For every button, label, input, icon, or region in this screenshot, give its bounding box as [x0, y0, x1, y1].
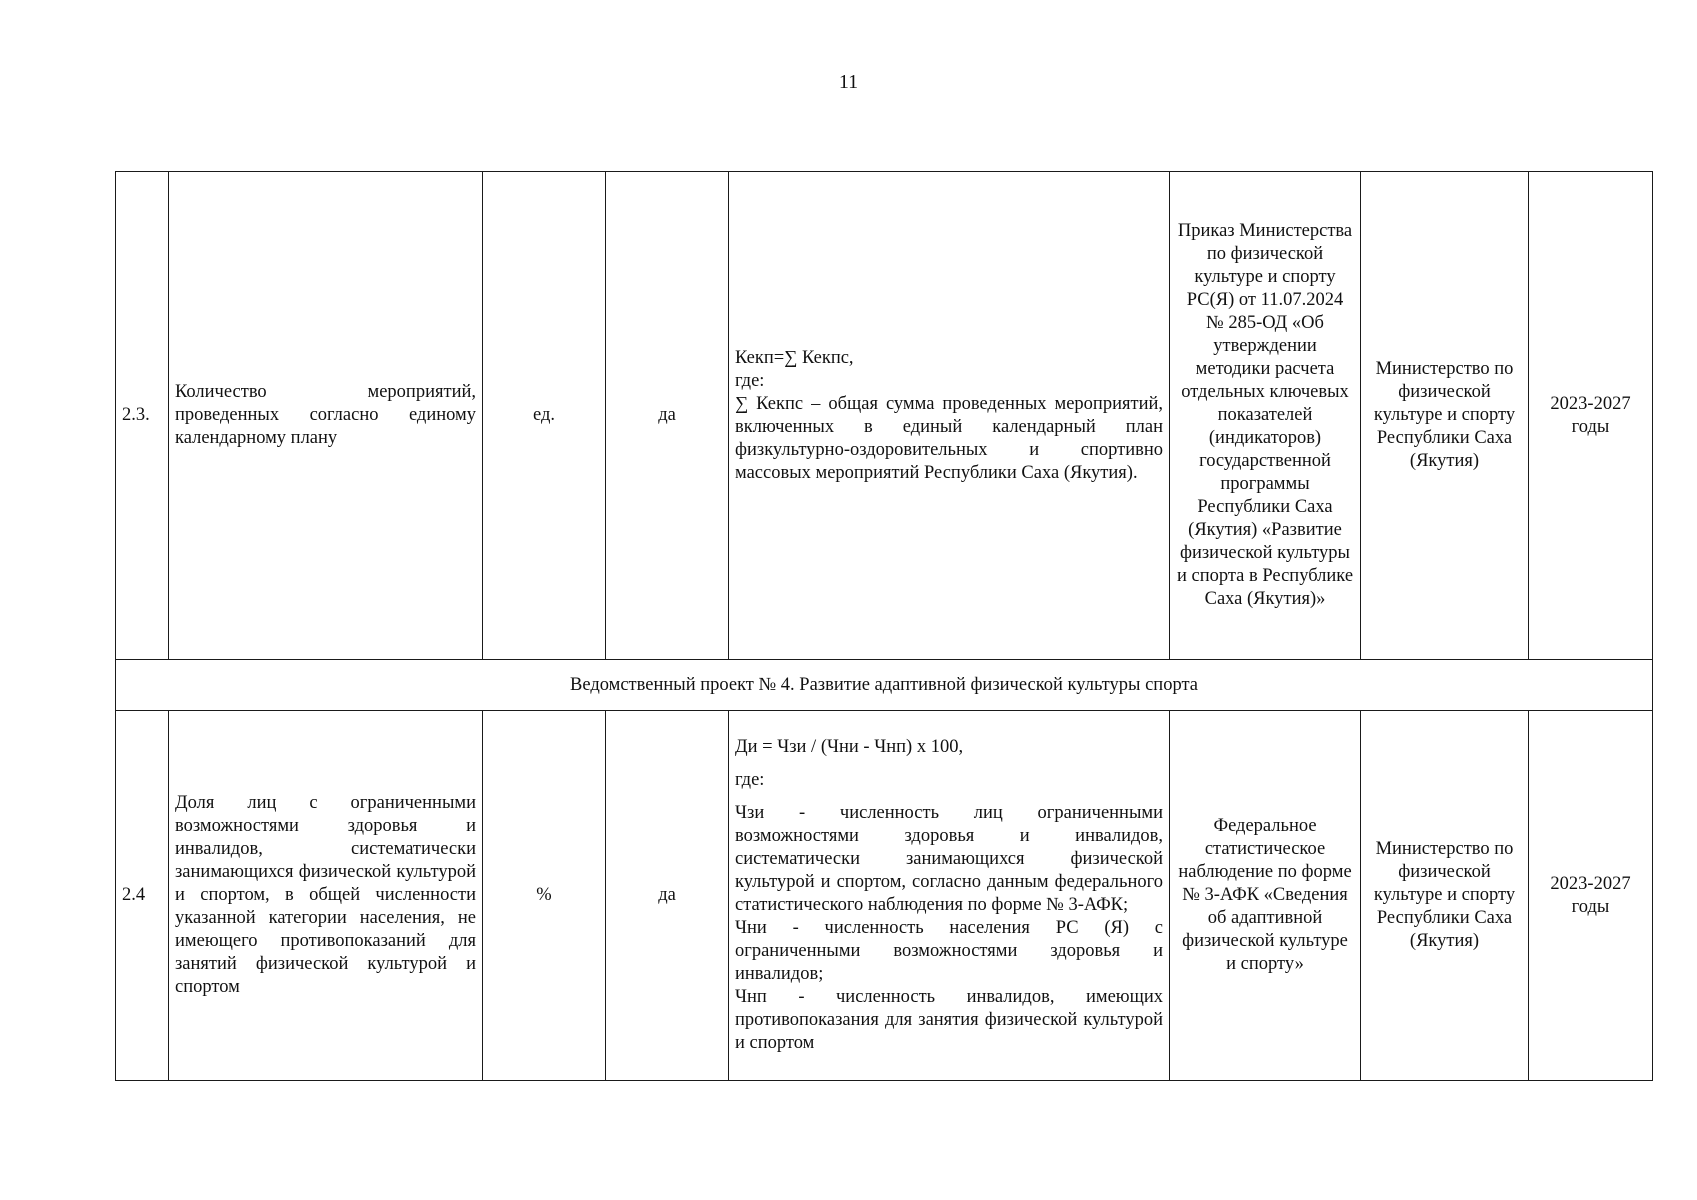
source-document: Приказ Министерства по физической культуре и спорту РС(Я) от 11.07.2024 № 285-ОД «Об утверждении методики расчета отдельных ключевых показателей (индикаторов) государственной программы Республики Саха (Якутия) «Развитие физической культуры и спорта в Республике Саха (Якутия)» — [1170, 172, 1361, 660]
period-cell: 2023-2027 годы — [1529, 172, 1653, 660]
table-row — [116, 711, 1653, 1081]
unit-cell: % — [483, 711, 606, 1081]
row-number: 2.3. — [116, 172, 169, 660]
table-row — [116, 172, 1653, 660]
flag-cell: да — [606, 172, 729, 660]
formula-main: Ди = Чзи / (Чни - Чнп) х 100, — [735, 737, 964, 757]
section-row — [116, 660, 1653, 711]
formula-cell — [729, 172, 1170, 660]
responsible-body: Министерство по физической культуре и спорту Республики Саха (Якутия) — [1361, 711, 1529, 1081]
formula-main: Кекп=∑ Кекпс, — [735, 347, 854, 368]
formula-description: Чнп - численность инвалидов, имеющих противопоказания для занятия физической культурой и спортом — [735, 987, 1163, 1053]
formula-description: ∑ Кекпс – общая сумма проведенных мероприятий, включенных в единый календарный план физкультурно-оздоровительных и спортивно массовых мероприятий Республики Саха (Якутия). — [735, 393, 1163, 483]
source-document: Федеральное статистическое наблюдение по форме № 3-АФК «Сведения об адаптивной физической культуре и спорту» — [1170, 711, 1361, 1081]
formula-description: Чзи - численность лиц ограниченными возможностями здоровья и инвалидов, систематически занимающихся физической культурой и спортом, согласно данным федерального статистического наблюдения по форме № 3-АФК; — [735, 803, 1163, 915]
unit-cell: ед. — [483, 172, 606, 660]
row-number: 2.4 — [116, 711, 169, 1081]
section-title: Ведомственный проект № 4. Развитие адаптивной физической культуры спорта — [116, 660, 1653, 711]
period-cell: 2023-2027 годы — [1529, 711, 1653, 1081]
page-number: 11 — [838, 71, 859, 93]
formula-where: где: — [735, 370, 765, 391]
indicators-table — [115, 171, 1653, 1081]
flag-cell: да — [606, 711, 729, 1081]
indicator-name: Доля лиц с ограниченными возможностями здоровья и инвалидов, систематически занимающихся физической культурой и спортом, в общей численности указанной категории населения, не имеющего противопоказаний для занятий физической культурой и спортом — [169, 711, 483, 1081]
indicator-name: Количество мероприятий, проведенных согласно единому календарному плану — [169, 172, 483, 660]
formula-cell — [729, 711, 1170, 1081]
formula-description: Чни - численность населения РС (Я) с ограниченными возможностями здоровья и инвалидов; — [735, 918, 1163, 984]
formula-where: где: — [735, 770, 765, 790]
responsible-body: Министерство по физической культуре и спорту Республики Саха (Якутия) — [1361, 172, 1529, 660]
